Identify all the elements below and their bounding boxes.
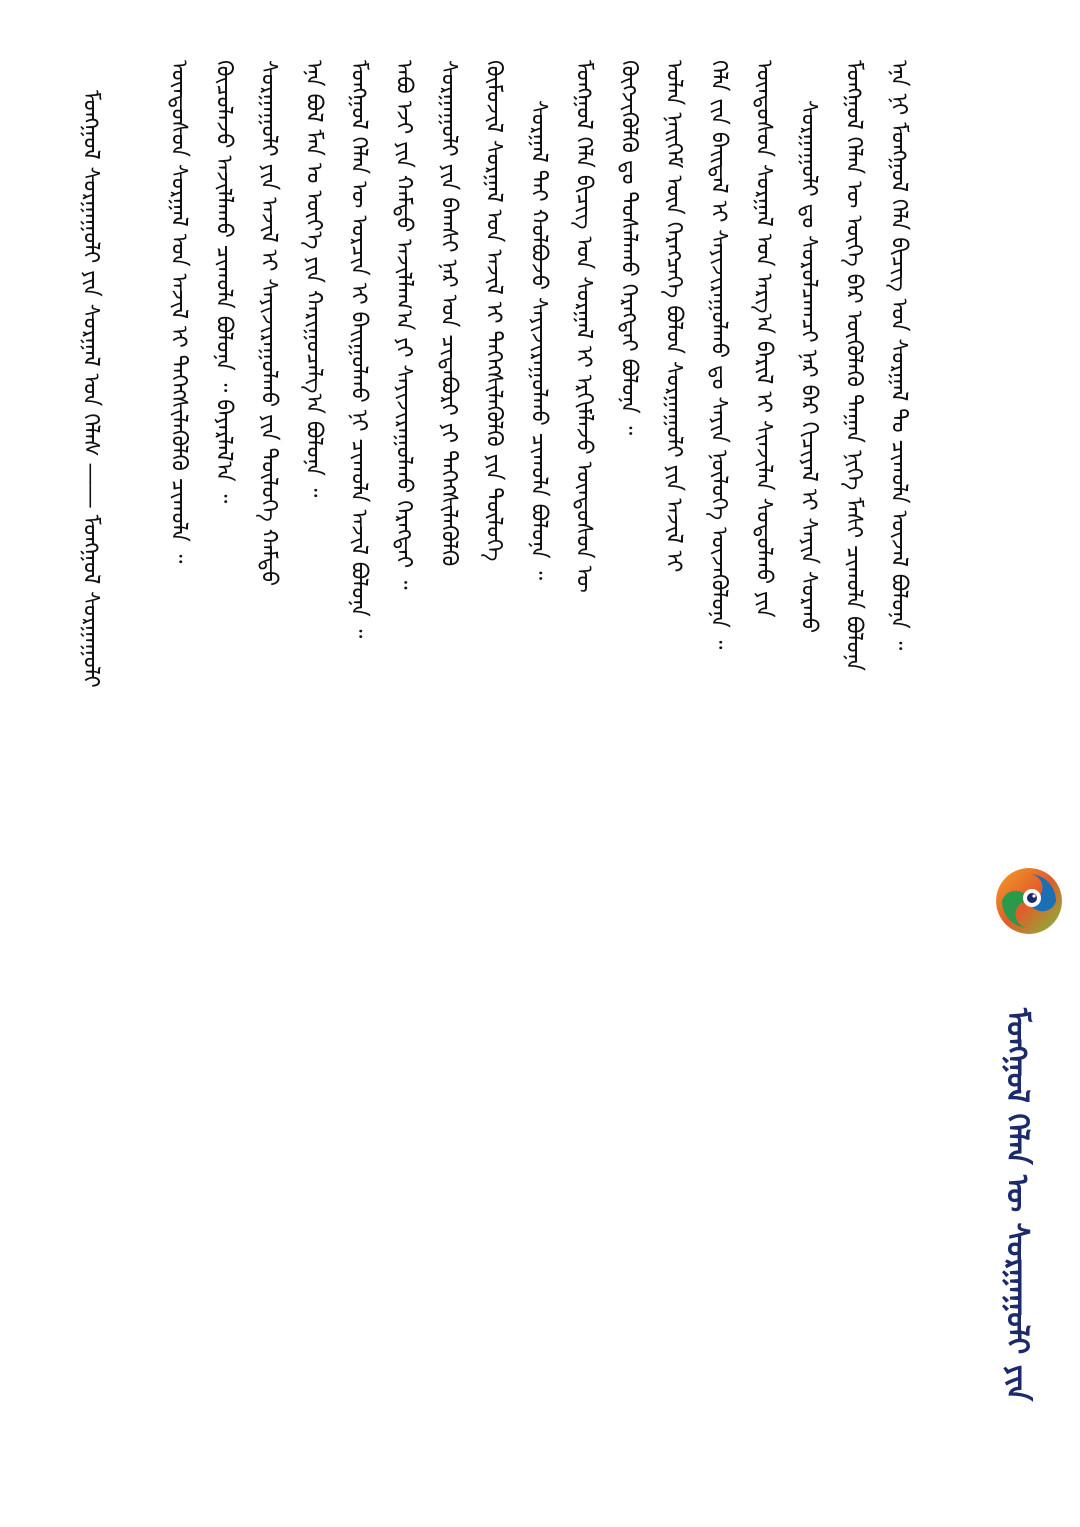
attribution-line bbox=[72, 90, 108, 1090]
text-line: ᠰᠤᠷᠭᠠᠭᠤᠯᠢ ᠶᠢᠨ ᠠᠵᠢᠯ ᠢ ᠰᠠᠶᠢᠵᠢᠷᠠᠭᠤᠯᠬᠤ ᠶᠢᠨ ᠲᠥᠯᠦᠭᠡ ᠬᠠᠮᠲᠤ bbox=[256, 60, 281, 587]
text-line: ᠰᠤᠷᠭᠠᠭᠤᠯᠢ ᠳᠤ ᠰᠤᠷᠤᠯᠴᠠᠭᠴᠢ ᠨᠠᠷ ᠪᠡᠷ ᠬᠢᠴᠢᠶᠡᠯ ᠢ ᠰᠠᠶᠢᠨ ᠰᠤᠷᠬᠤ bbox=[796, 100, 821, 634]
text-line: ᠬᠥᠭᠵᠢᠭᠦᠯᠬᠦ ᠳᠤ ᠲᠤᠰᠠᠯᠠᠬᠤ ᠬᠡᠷᠡᠭᠲᠡᠢ ᠪᠣᠯᠤᠨᠠ ᠃ bbox=[616, 60, 641, 436]
text-line: ᠡᠨᠡ ᠨᠢ ᠮᠣᠩᠭᠣᠯ ᠬᠡᠯᠡ ᠪᠢᠴᠢᠭ ᠤᠨ ᠰᠤᠷᠭᠠᠯ ᠲᠤ ᠴᠢᠬᠤᠯᠠ ᠦᠵᠡᠯ ᠪᠣᠯᠤᠨᠠ ᠃ bbox=[886, 60, 911, 651]
page-title-text: ᠮᠣᠩᠭᠣᠯ ᠬᠡᠯᠡᠨ ᠦ ᠰᠤᠷᠭᠠᠭᠤᠯᠢ ᠶᠢᠨ bbox=[999, 1008, 1035, 1402]
text-line: ᠣᠯᠠᠨ ᠨᠡᠢᠭᠡᠮ ᠦᠨ ᠬᠡᠷᠡᠭᠴᠡᠭᠡ ᠪᠣᠯᠤᠨ ᠰᠤᠷᠭᠠᠭᠤᠯᠢ ᠶᠢᠨ ᠠᠵᠢᠯ ᠢ bbox=[661, 60, 686, 573]
swirl-logo-icon bbox=[996, 868, 1062, 934]
text-line: ᠮᠣᠩᠭᠣᠯ ᠬᠡᠯᠡ ᠪᠢᠴᠢᠭ ᠤᠨ ᠰᠤᠷᠭᠠᠯ ᠢ ᠡᠷᠬᠢᠮᠯᠡᠵᠦ ᠦᠨᠳᠦᠰᠦᠨ ᠦ bbox=[571, 60, 596, 593]
text-line: ᠦᠨᠳᠦᠰᠦᠨ ᠰᠤᠷᠭᠠᠯ ᠤᠨ ᠠᠵᠢᠯ ᠢ ᠳᠡᠭᠡᠭᠰᠢᠯᠡᠭᠦᠯᠬᠦ ᠴᠢᠬᠤᠯᠠ ᠃ bbox=[166, 60, 191, 564]
page-title bbox=[990, 965, 1060, 1445]
text-line: ᠰᠤᠷᠭᠠᠯ ᠲᠠᠢ ᠬᠣᠯᠪᠣᠵᠤ ᠰᠠᠶᠢᠵᠢᠷᠠᠭᠤᠯᠬᠤ ᠴᠢᠬᠤᠯᠠ ᠪᠣᠯᠤᠨᠠ ᠃ bbox=[526, 100, 551, 581]
text-line: ᠰᠤᠷᠭᠠᠭᠤᠯᠢ ᠶᠢᠨ ᠪᠠᠭᠰᠢ ᠨᠠᠷ ᠤᠨ ᠴᠢᠳᠠᠪᠤᠷᠢ ᠶᠢ ᠳᠡᠭᠡᠭᠰᠢᠯᠡᠭᠦᠯᠬᠦ bbox=[436, 60, 461, 567]
text-line: ᠮᠣᠩᠭᠣᠯ ᠬᠡᠯᠡᠨ ᠦ ᠣᠷᠴᠢᠨ ᠢ ᠪᠠᠢᠭᠤᠯᠬᠤ ᠨᠢ ᠴᠢᠬᠤᠯᠠ ᠠᠵᠢᠯ ᠪᠣᠯᠤᠨᠠ ᠃ bbox=[346, 60, 371, 639]
text-line: ᠬᠦᠮᠦᠵᠢᠯ ᠰᠤᠷᠭᠠᠯ ᠤᠨ ᠠᠵᠢᠯ ᠢ ᠳᠡᠭᠡᠭᠰᠢᠯᠡᠭᠦᠯᠬᠦ ᠶᠢᠨ ᠲᠥᠯᠦᠭᠡ bbox=[481, 60, 506, 562]
text-line: ᠬᠦᠴᠦᠯᠡᠵᠦ ᠠᠵᠢᠯᠯᠠᠬᠤ ᠴᠢᠬᠤᠯᠠ ᠪᠣᠯᠤᠨᠠ ᠃ ᠪᠠᠶᠠᠷᠯᠠᠯ᠎ᠠ ᠃ bbox=[211, 60, 236, 504]
text-line: ᠬᠡᠯᠡ ᠵᠢᠨ ᠪᠠᠢᠳᠠᠯ ᠢ ᠰᠠᠶᠢᠵᠢᠷᠠᠭᠤᠯᠬᠤ ᠳᠤ ᠰᠠᠶᠢᠨ ᠨᠥᠯᠦᠭᠡ ᠦᠵᠡᠭᠦᠯᠦᠨᠡ ᠃ bbox=[706, 60, 731, 650]
attribution-text: ᠮᠣᠩᠭᠣᠯ ᠰᠤᠷᠭᠠᠭᠤᠯᠢ ᠶᠢᠨ ᠰᠤᠷᠭᠠᠯ ᠤᠨ ᠬᠡᠯᠡᠰ ―― ᠮᠣᠩᠭᠣᠯ ᠰᠤᠷᠭᠠᠭᠤᠯᠢ bbox=[78, 90, 103, 688]
article-body bbox=[120, 60, 920, 1480]
text-line: ᠦᠨᠳᠦᠰᠦᠨ ᠰᠤᠷᠭᠠᠯ ᠤᠨ ᠠᠷᠭ᠎ᠠ ᠪᠠᠷᠢᠯ ᠢ ᠰᠢᠨᠵᠢᠯᠡᠨ ᠰᠤᠳᠤᠯᠬᠤ ᠶᠢᠨ bbox=[751, 60, 776, 618]
text-line: ᠮᠣᠩᠭᠣᠯ ᠬᠡᠯᠡᠨ ᠦ ᠦᠭᠡ ᠪᠡᠷ ᠦᠭᠦᠯᠡᠬᠦ ᠳᠠᠭᠠᠨ ᠨᠢᠭᠡ ᠮᠠᠰᠢ ᠴᠢᠬᠤᠯᠠ ᠪᠣᠯᠤᠨᠠ bbox=[841, 60, 866, 672]
text-line: ᠠᠪᠤ ᠡᠵᠢ ᠶᠢᠨ ᠬᠠᠮᠲᠤ ᠠᠵᠢᠯᠯᠠᠭ᠎ᠠ ᠶᠢ ᠰᠠᠶᠢᠵᠢᠷᠠᠭᠤᠯᠬᠤ ᠬᠡᠷᠡᠭᠲᠡᠢ ᠃ bbox=[391, 60, 416, 590]
text-line: ᠡᠨᠡ ᠪᠣᠯ ᠮᠠᠨ ᠤ ᠦᠶ᠎ᠡ ᠶᠢᠨ ᠬᠠᠷᠢᠭᠤᠴᠠᠯᠭ᠎ᠠ ᠪᠣᠯᠤᠨᠠ ᠃ bbox=[301, 60, 326, 498]
